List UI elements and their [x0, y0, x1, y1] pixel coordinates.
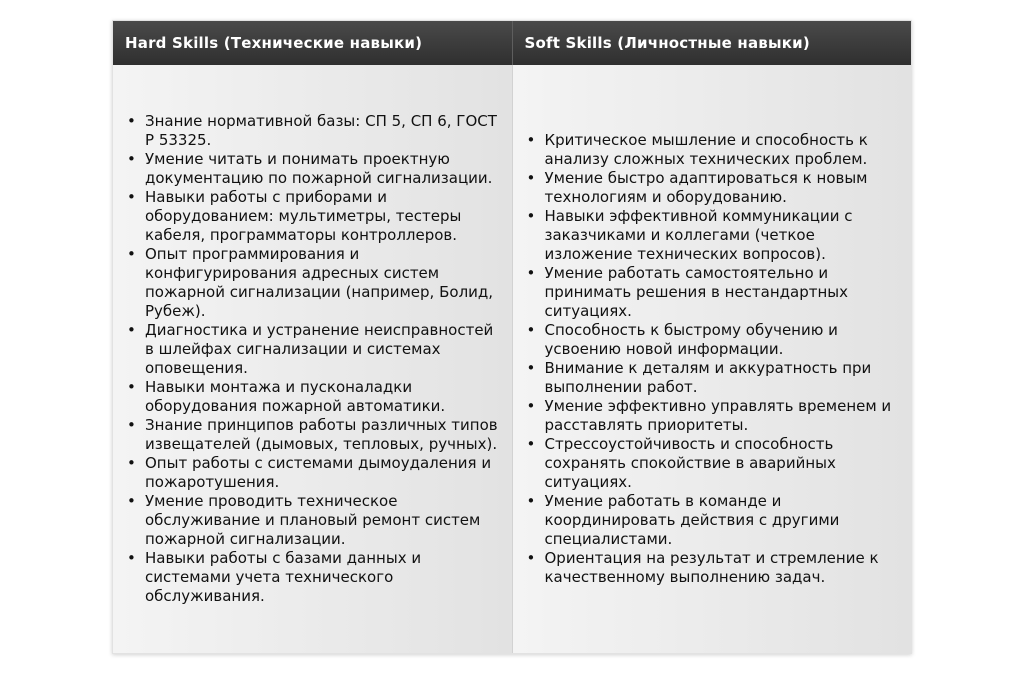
- list-item: • Умение эффективно управлять временем и расставлять приоритеты.: [545, 397, 912, 435]
- list-item: • Опыт работы с системами дымоудаления и пожаротушения.: [145, 454, 512, 492]
- list-item: • Навыки эффективной коммуникации с заказчиками и коллегами (четкое изложение технических вопросов).: [545, 207, 912, 264]
- table-body-row: [113, 65, 911, 653]
- list-item: • Диагностика и устранение неисправностей в шлейфах сигнализации и системах оповещения.: [145, 321, 512, 378]
- hard-skills-cell: [113, 65, 513, 653]
- list-item: • Навыки работы с приборами и оборудованием: мультиметры, тестеры кабеля, программаторы контроллеров.: [145, 188, 512, 245]
- list-item: • Навыки работы с базами данных и системами учета технического обслуживания.: [145, 549, 512, 606]
- list-item: • Умение читать и понимать проектную документацию по пожарной сигнализации.: [145, 150, 512, 188]
- list-item: • Способность к быстрому обучению и усвоению новой информации.: [545, 321, 912, 359]
- list-item: • Умение работать самостоятельно и принимать решения в нестандартных ситуациях.: [545, 264, 912, 321]
- hard-skills-header: Hard Skills (Технические навыки): [113, 21, 513, 65]
- list-item: • Знание принципов работы различных типов извещателей (дымовых, тепловых, ручных).: [145, 416, 512, 454]
- table-header-row: [113, 21, 911, 65]
- list-item: • Умение проводить техническое обслуживание и плановый ремонт систем пожарной сигнализации.: [145, 492, 512, 549]
- soft-skills-cell: [513, 65, 912, 653]
- soft-skills-list: [513, 131, 912, 587]
- list-item: • Внимание к деталям и аккуратность при выполнении работ.: [545, 359, 912, 397]
- soft-skills-header: Soft Skills (Личностные навыки): [524, 34, 810, 52]
- list-item: • Критическое мышление и способность к анализу сложных технических проблем.: [545, 131, 912, 169]
- list-item: • Умение работать в команде и координировать действия с другими специалистами.: [545, 492, 912, 549]
- list-item: • Навыки монтажа и пусконаладки оборудования пожарной автоматики.: [145, 378, 512, 416]
- skills-table: [112, 20, 912, 654]
- list-item: • Умение быстро адаптироваться к новым технологиям и оборудованию.: [545, 169, 912, 207]
- list-item: • Опыт программирования и конфигурирования адресных систем пожарной сигнализации (например, Болид, Рубеж).: [145, 245, 512, 321]
- list-item: • Знание нормативной базы: СП 5, СП 6, ГОСТ Р 53325.: [145, 112, 512, 150]
- hard-skills-list: [113, 112, 512, 606]
- list-item: • Стрессоустойчивость и способность сохранять спокойствие в аварийных ситуациях.: [545, 435, 912, 492]
- list-item: • Ориентация на результат и стремление к качественному выполнению задач.: [545, 549, 912, 587]
